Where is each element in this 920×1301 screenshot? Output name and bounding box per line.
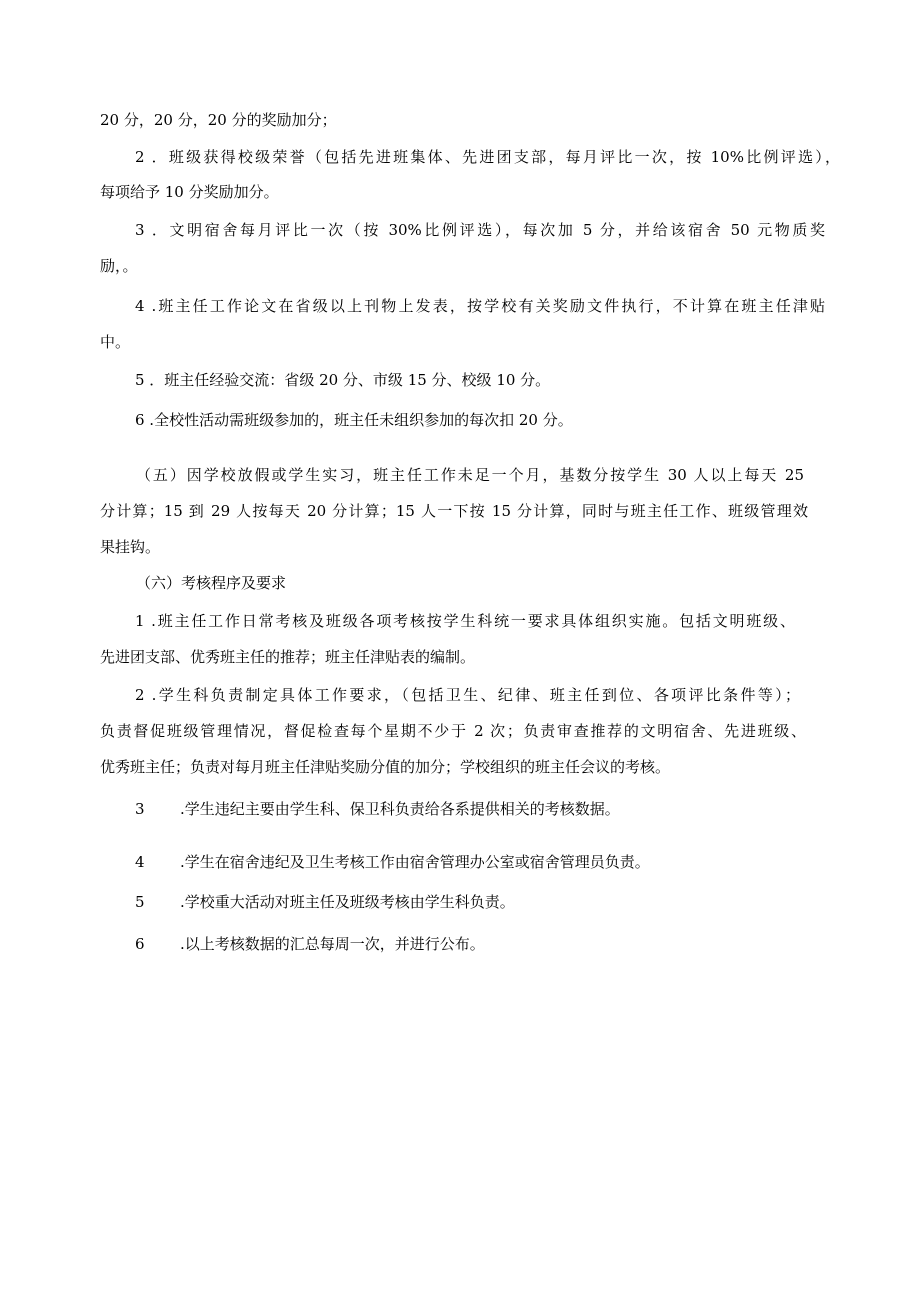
text-line: 20 分，20 分，20 分的奖励加分；	[100, 111, 337, 129]
text-line: 1 .班主任工作日常考核及班级各项考核按学生科统一要求具体组织实施。包括文明班级、	[135, 612, 795, 630]
text-line: 2 .学生科负责制定具体工作要求，（包括卫生、纪律、班主任到位、各项评比条件等）；	[135, 686, 800, 704]
text-line: 分计算；15 到 29 人按每天 20 分计算；15 人一下按 15 分计算，同时与班主任工作、班级管理效	[100, 502, 808, 520]
text-line: 中。	[100, 333, 131, 351]
text-line: 先进团支部、优秀班主任的推荐；班主任津贴表的编制。	[100, 648, 476, 666]
item-number: 4	[135, 853, 145, 871]
item-number: 3	[135, 800, 145, 818]
text-line: 负责督促班级管理情况，督促检查每个星期不少于 2 次；负责审查推荐的文明宿舍、先进班级、	[100, 722, 806, 740]
item-number: 6	[135, 935, 145, 953]
text-line: 优秀班主任；负责对每月班主任津贴奖励分值的加分；学校组织的班主任会议的考核。	[100, 758, 671, 776]
item-number: 5	[135, 893, 145, 911]
section-heading: （六）考核程序及要求	[136, 574, 287, 592]
text-line: .学生在宿舍违纪及卫生考核工作由宿舍管理办公室或宿舍管理员负责。	[180, 853, 650, 871]
text-line: 2 ．班级获得校级荣誉（包括先进班集体、先进团支部，每月评比一次，按 10%比例评选），	[135, 148, 840, 166]
text-line: .学校重大活动对班主任及班级考核由学生科负责。	[180, 893, 515, 911]
text-line: 5 ．班主任经验交流：省级 20 分、市级 15 分、校级 10 分。	[135, 371, 551, 389]
text-line: 每项给予 10 分奖励加分。	[100, 183, 279, 201]
text-line: 6 .全校性活动需班级参加的，班主任未组织参加的每次扣 20 分。	[135, 411, 573, 429]
text-line: 4 .班主任工作论文在省级以上刊物上发表，按学校有关奖励文件执行，不计算在班主任津贴	[135, 297, 825, 315]
text-line: 3 ．文明宿舍每月评比一次（按 30%比例评选），每次加 5 分，并给该宿舍 50 元物质奖	[135, 221, 825, 239]
text-line: （五）因学校放假或学生实习，班主任工作未足一个月，基数分按学生 30 人以上每天 25	[136, 466, 804, 484]
text-line: .以上考核数据的汇总每周一次，并进行公布。	[180, 935, 485, 953]
text-line: 果挂钩。	[100, 538, 161, 556]
text-line: 励，。	[100, 257, 138, 275]
text-line: .学生违纪主要由学生科、保卫科负责给各系提供相关的考核数据。	[180, 800, 620, 818]
